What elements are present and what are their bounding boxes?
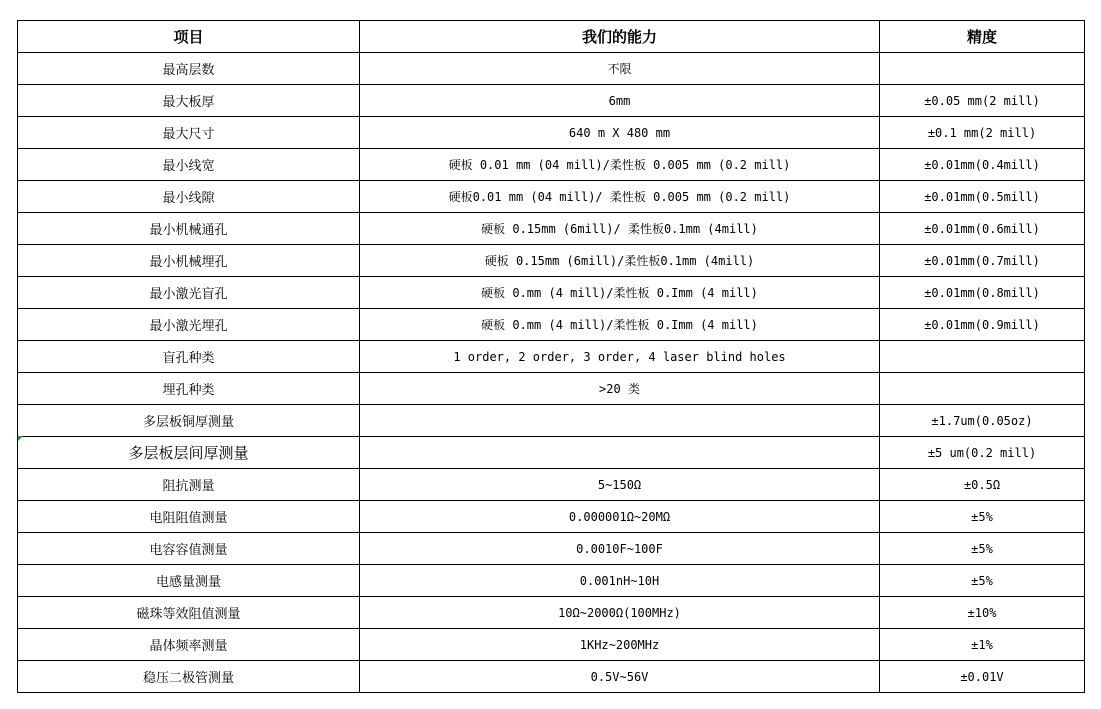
precision-cell: ±5% <box>880 501 1085 533</box>
capability-cell: >20 类 <box>360 373 880 405</box>
capability-cell: 硬板 0.01 mm (04 mill)/柔性板 0.005 mm (0.2 mill) <box>360 149 880 181</box>
item-cell: 电容容值测量 <box>18 533 360 565</box>
capability-cell: 0.5V~56V <box>360 661 880 693</box>
capability-cell: 不限 <box>360 53 880 85</box>
table-row <box>18 501 1085 533</box>
item-cell: 电感量测量 <box>18 565 360 597</box>
table-row <box>18 53 1085 85</box>
capability-cell: 硬板 0.15mm (6mill)/柔性板0.1mm (4mill) <box>360 245 880 277</box>
capability-cell: 硬板 0.mm (4 mill)/柔性板 0.Imm (4 mill) <box>360 309 880 341</box>
precision-cell: ±1.7um(0.05oz) <box>880 405 1085 437</box>
precision-cell: ±0.01mm(0.6mill) <box>880 213 1085 245</box>
precision-cell: ±0.1 mm(2 mill) <box>880 117 1085 149</box>
item-cell: 多层板层间厚测量 <box>18 437 360 469</box>
table-row <box>18 405 1085 437</box>
table-row <box>18 373 1085 405</box>
table-row <box>18 213 1085 245</box>
table-row <box>18 149 1085 181</box>
item-cell: 稳压二极管测量 <box>18 661 360 693</box>
precision-cell: ±5% <box>880 565 1085 597</box>
item-cell: 多层板铜厚测量 <box>18 405 360 437</box>
capability-table <box>17 20 1085 693</box>
precision-cell: ±0.05 mm(2 mill) <box>880 85 1085 117</box>
capability-cell: 0.000001Ω~20MΩ <box>360 501 880 533</box>
item-cell: 最小激光埋孔 <box>18 309 360 341</box>
item-cell: 最大尺寸 <box>18 117 360 149</box>
precision-cell: ±0.01mm(0.7mill) <box>880 245 1085 277</box>
precision-cell: ±0.01mm(0.4mill) <box>880 149 1085 181</box>
header-capability: 我们的能力 <box>360 21 880 53</box>
item-cell: 最高层数 <box>18 53 360 85</box>
capability-cell: 硬板 0.mm (4 mill)/柔性板 0.Imm (4 mill) <box>360 277 880 309</box>
capability-cell: 硬板 0.15mm (6mill)/ 柔性板0.1mm (4mill) <box>360 213 880 245</box>
capability-cell: 5~150Ω <box>360 469 880 501</box>
item-cell: 阻抗测量 <box>18 469 360 501</box>
table-row <box>18 629 1085 661</box>
item-cell: 最小线宽 <box>18 149 360 181</box>
item-cell: 最小激光盲孔 <box>18 277 360 309</box>
capability-cell: 硬板0.01 mm (04 mill)/ 柔性板 0.005 mm (0.2 mill) <box>360 181 880 213</box>
precision-cell: ±10% <box>880 597 1085 629</box>
capability-cell: 1KHz~200MHz <box>360 629 880 661</box>
capability-cell: 0.001nH~10H <box>360 565 880 597</box>
precision-cell <box>880 53 1085 85</box>
precision-cell: ±0.5Ω <box>880 469 1085 501</box>
precision-cell: ±5% <box>880 533 1085 565</box>
table-row <box>18 661 1085 693</box>
item-cell: 磁珠等效阻值测量 <box>18 597 360 629</box>
table-row <box>18 181 1085 213</box>
table-row <box>18 469 1085 501</box>
item-cell: 晶体频率测量 <box>18 629 360 661</box>
table-row <box>18 117 1085 149</box>
precision-cell: ±5 um(0.2 mill) <box>880 437 1085 469</box>
header-item: 项目 <box>18 21 360 53</box>
table-row <box>18 309 1085 341</box>
table-row <box>18 565 1085 597</box>
capability-cell <box>360 405 880 437</box>
precision-cell: ±0.01mm(0.9mill) <box>880 309 1085 341</box>
cell-corner-marker <box>18 436 23 441</box>
capability-cell <box>360 437 880 469</box>
table-row <box>18 533 1085 565</box>
precision-cell <box>880 373 1085 405</box>
precision-cell: ±0.01V <box>880 661 1085 693</box>
table-row <box>18 597 1085 629</box>
capability-cell: 1 order, 2 order, 3 order, 4 laser blind holes <box>360 341 880 373</box>
table-row <box>18 85 1085 117</box>
item-cell: 最小线隙 <box>18 181 360 213</box>
item-cell: 埋孔种类 <box>18 373 360 405</box>
capability-cell: 10Ω~2000Ω(100MHz) <box>360 597 880 629</box>
precision-cell <box>880 341 1085 373</box>
precision-cell: ±0.01mm(0.8mill) <box>880 277 1085 309</box>
table-row <box>18 437 1085 469</box>
item-cell: 最小机械通孔 <box>18 213 360 245</box>
item-cell: 盲孔种类 <box>18 341 360 373</box>
item-cell: 电阻阻值测量 <box>18 501 360 533</box>
capability-cell: 640 m X 480 mm <box>360 117 880 149</box>
header-row <box>18 21 1085 53</box>
precision-cell: ±1% <box>880 629 1085 661</box>
precision-cell: ±0.01mm(0.5mill) <box>880 181 1085 213</box>
item-cell: 最大板厚 <box>18 85 360 117</box>
table-row <box>18 277 1085 309</box>
capability-cell: 6mm <box>360 85 880 117</box>
capability-cell: 0.0010F~100F <box>360 533 880 565</box>
header-precision: 精度 <box>880 21 1085 53</box>
table-row <box>18 341 1085 373</box>
table-row <box>18 245 1085 277</box>
item-cell: 最小机械埋孔 <box>18 245 360 277</box>
